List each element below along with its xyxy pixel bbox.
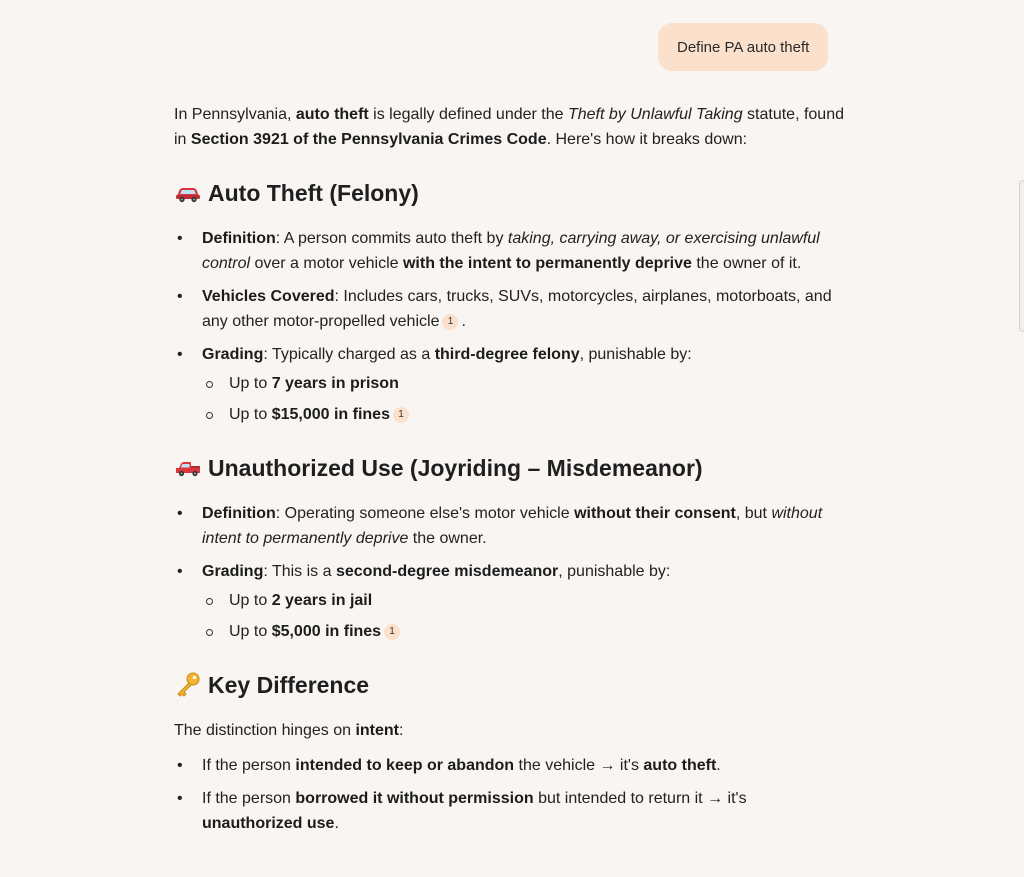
penalty-item — [202, 371, 844, 396]
item-italic: taking, carrying away, or exercising unlawful control — [202, 230, 820, 272]
item-bold: $5,000 in fines — [271, 623, 382, 640]
intro-text: statute, found in — [174, 106, 844, 148]
citation-badge[interactable]: 1 — [393, 407, 409, 423]
penalty-item — [202, 619, 844, 644]
item-bold: 7 years in prison — [271, 375, 399, 392]
item-text: Up to — [229, 592, 272, 609]
section-title: Auto Theft (Felony) — [208, 180, 419, 206]
item-bold: without their consent — [574, 505, 736, 522]
section-heading-unauthorized-use — [174, 451, 844, 485]
item-label: Vehicles Covered — [202, 288, 335, 305]
item-text: , punishable by: — [558, 563, 671, 580]
penalty-list — [202, 371, 844, 427]
list-item — [174, 559, 844, 644]
list-item — [174, 226, 844, 276]
item-bold: 2 years in jail — [271, 592, 373, 609]
item-bold: $15,000 in fines — [271, 406, 390, 423]
item-text: , punishable by: — [579, 346, 692, 363]
pickup-truck-icon — [174, 457, 202, 479]
list-item — [174, 342, 844, 427]
item-bold: with the intent to permanently deprive — [402, 255, 692, 272]
key-difference-lead — [174, 718, 844, 743]
item-text: Up to — [229, 406, 272, 423]
citation-badge[interactable]: 1 — [384, 624, 400, 640]
item-text: : This is a — [263, 563, 336, 580]
user-message-bubble — [658, 23, 828, 71]
item-text: the owner. — [408, 530, 487, 547]
red-car-icon — [174, 182, 202, 204]
item-bold: borrowed it without permission — [295, 790, 534, 807]
list-item — [174, 284, 844, 334]
item-bold: unauthorized use — [202, 815, 335, 832]
item-text: . — [716, 757, 721, 774]
penalty-item — [202, 588, 844, 613]
item-text: the owner of it. — [691, 255, 802, 272]
item-text: , but — [735, 505, 772, 522]
item-text: the vehicle → it's — [514, 757, 644, 774]
item-text: : Typically charged as a — [263, 346, 435, 363]
user-message-text: Define PA auto theft — [677, 38, 810, 56]
intro-text: is legally defined under the — [368, 106, 568, 123]
section-title: Key Difference — [208, 672, 370, 698]
list-item — [174, 786, 844, 836]
section-title: Unauthorized Use (Joyriding – Misdemeanor) — [208, 455, 703, 481]
item-bold: intent — [355, 722, 399, 739]
item-label: Definition — [202, 230, 276, 247]
key-icon — [174, 671, 202, 699]
item-text: The distinction hinges on — [174, 722, 356, 739]
item-text: : Operating someone else's motor vehicle — [275, 505, 575, 522]
item-text: but intended to return it → it's — [533, 790, 747, 807]
item-text: If the person — [202, 790, 296, 807]
list-item — [174, 501, 844, 551]
section-heading-auto-theft — [174, 176, 844, 210]
intro-bold: Section 3921 of the Pennsylvania Crimes Code — [190, 131, 547, 148]
item-bold: second-degree misdemeanor — [335, 563, 559, 580]
penalty-list — [202, 588, 844, 644]
auto-theft-list — [174, 226, 844, 427]
item-label: Grading — [202, 346, 264, 363]
list-item — [174, 753, 844, 778]
item-bold: intended to keep or abandon — [295, 757, 515, 774]
item-italic: without intent to permanently deprive — [202, 505, 823, 547]
item-text: : — [399, 722, 404, 739]
item-text: . — [461, 313, 466, 330]
intro-text: . Here's how it breaks down: — [546, 131, 748, 148]
item-bold: auto theft — [643, 757, 717, 774]
item-text: : Includes cars, trucks, SUVs, motorcycles, airplanes, motorboats, and any other motor-propelled vehicle — [202, 288, 832, 330]
item-text: : A person commits auto theft by — [275, 230, 508, 247]
penalty-item — [202, 402, 844, 427]
section-heading-key-difference — [174, 668, 844, 702]
intro-italic: Theft by Unlawful Taking — [567, 106, 743, 123]
item-label: Grading — [202, 563, 264, 580]
key-difference-list — [174, 753, 844, 836]
intro-bold: auto theft — [295, 106, 369, 123]
item-label: Definition — [202, 505, 276, 522]
assistant-response — [174, 102, 844, 860]
item-text: over a motor vehicle — [250, 255, 403, 272]
item-text: Up to — [229, 623, 272, 640]
citation-badge[interactable]: 1 — [442, 314, 458, 330]
intro-text: In Pennsylvania, — [174, 106, 296, 123]
side-panel-handle[interactable] — [1019, 180, 1024, 332]
item-text: . — [334, 815, 339, 832]
item-text: If the person — [202, 757, 296, 774]
intro-paragraph — [174, 102, 844, 152]
unauthorized-use-list — [174, 501, 844, 644]
item-bold: third-degree felony — [434, 346, 580, 363]
item-text: Up to — [229, 375, 272, 392]
